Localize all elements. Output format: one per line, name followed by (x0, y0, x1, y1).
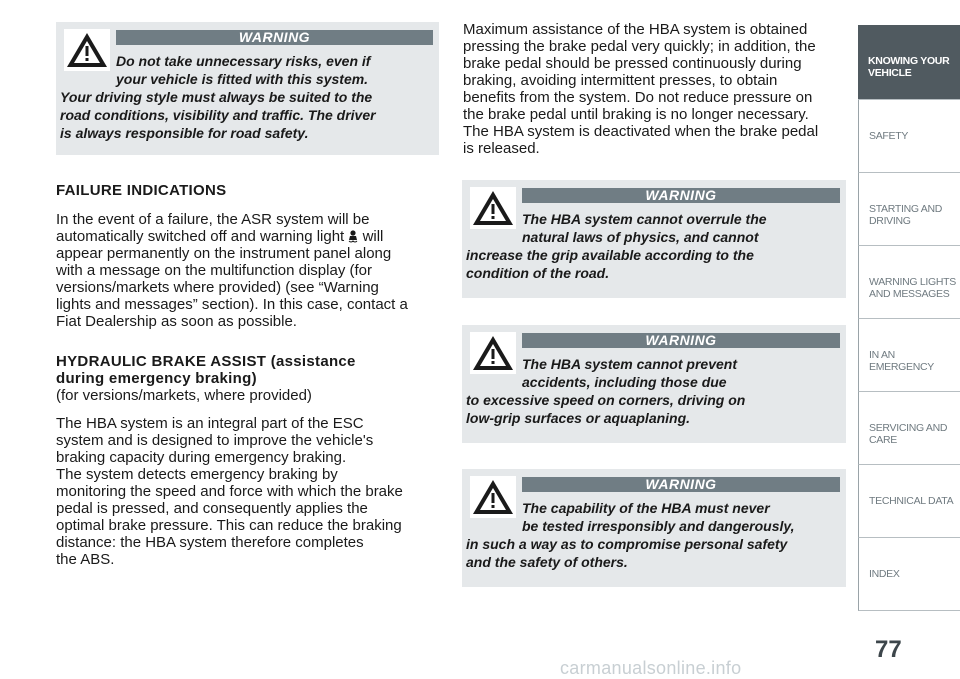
text-line: The HBA system is an integral part of the ESC (56, 415, 364, 432)
text-line: the brake pedal until braking is no longer necessary. (463, 106, 809, 123)
text-line: with a message on the multifunction display (for (56, 262, 372, 279)
warning-line: The HBA system cannot overrule the (522, 211, 767, 227)
text-line: appear permanently on the instrument panel along (56, 245, 392, 262)
text-line: lights and messages” section). In this case, contact a (56, 296, 408, 313)
text-line: The system detects emergency braking by (56, 466, 338, 483)
text-span: will (362, 228, 384, 245)
tab-label: DRIVING (869, 215, 911, 227)
tab-technical-data[interactable] (858, 465, 960, 538)
tab-starting-and-driving[interactable] (858, 173, 960, 246)
text-span: automatically switched off and warning light (56, 228, 345, 245)
text-line: braking, avoiding intermittent presses, to obtain (463, 72, 778, 89)
text-line: braking capacity during emergency braking. (56, 449, 347, 466)
text-line: system and is designed to improve the vehicle's (56, 432, 374, 449)
warning-line: is always responsible for road safety. (60, 125, 309, 141)
warning-label: WARNING (522, 477, 840, 492)
text-line: benefits from the system. Do not reduce pressure on (463, 89, 813, 106)
tab-label: WARNING LIGHTS (869, 276, 956, 288)
warning-line: Your driving style must always be suited to the (60, 89, 373, 105)
warning-line: be tested irresponsibly and dangerously, (522, 518, 795, 534)
tab-label: KNOWING YOUR (868, 55, 950, 67)
tab-in-an-emergency[interactable] (858, 319, 960, 392)
tab-label: INDEX (869, 568, 900, 580)
heading-line: during emergency braking) (56, 370, 257, 387)
asr-warning-light-icon (348, 230, 358, 243)
tab-label: SERVICING AND (869, 422, 948, 434)
text-line: Fiat Dealership as soon as possible. (56, 313, 297, 330)
tab-label: TECHNICAL DATA (869, 495, 954, 507)
hba-text (56, 415, 441, 568)
tab-warning-lights[interactable] (858, 246, 960, 319)
tab-safety[interactable] (858, 100, 960, 173)
heading-line: HYDRAULIC BRAKE ASSIST (assistance (56, 353, 356, 370)
text-line: In the event of a failure, the ASR system will be (56, 211, 370, 228)
warning-line: and the safety of others. (466, 554, 628, 570)
hba-intro-text (463, 21, 855, 157)
tab-knowing-your-vehicle[interactable] (858, 25, 960, 100)
failure-heading: FAILURE INDICATIONS (56, 182, 227, 199)
hba-heading (56, 353, 441, 387)
text-line: Maximum assistance of the HBA system is obtained (463, 21, 808, 38)
hba-subtitle: (for versions/markets, where provided) (56, 387, 312, 404)
warning-line: Do not take unnecessary risks, even if (116, 53, 371, 69)
warning-line: in such a way as to compromise personal safety (466, 536, 788, 552)
tab-servicing-and-care[interactable] (858, 392, 960, 465)
warning-line: The capability of the HBA must never (522, 500, 770, 516)
text-line: pedal is pressed, and consequently applies the (56, 500, 368, 517)
text-line: brake pedal should be pressed continuously during (463, 55, 802, 72)
warning-line: condition of the road. (466, 265, 610, 281)
text-line: the ABS. (56, 551, 115, 568)
tab-label: IN AN EMERGENCY (869, 349, 934, 373)
warning-box-4 (462, 469, 846, 587)
tab-label: STARTING AND (869, 203, 943, 215)
warning-label: WARNING (116, 30, 433, 45)
text-line: versions/markets where provided) (see “Warning (56, 279, 379, 296)
warning-box-1 (56, 22, 439, 155)
warning-line: increase the grip available according to the (466, 247, 754, 263)
tab-label: AND MESSAGES (869, 288, 950, 300)
warning-line: to excessive speed on corners, driving on (466, 392, 746, 408)
warning-box-2 (462, 180, 846, 298)
section-tabs (858, 0, 960, 678)
warning-box-3 (462, 325, 846, 443)
warning-line: natural laws of physics, and cannot (522, 229, 759, 245)
failure-text (56, 211, 441, 330)
warning-label: WARNING (522, 333, 840, 348)
tab-index[interactable] (858, 538, 960, 611)
text-line (56, 228, 441, 245)
text-line: distance: the HBA system therefore completes (56, 534, 364, 551)
text-line: optimal brake pressure. This can reduce the braking (56, 517, 402, 534)
warning-line: accidents, including those due (522, 374, 727, 390)
warning-label: WARNING (522, 188, 840, 203)
tab-label: CARE (869, 434, 897, 446)
text-line: is released. (463, 140, 540, 157)
warning-line: The HBA system cannot prevent (522, 356, 737, 372)
text-line: The HBA system is deactivated when the brake pedal (463, 123, 819, 140)
warning-line: your vehicle is fitted with this system. (116, 71, 369, 87)
text-line: pressing the brake pedal very quickly; in addition, the (463, 38, 816, 55)
warning-line: road conditions, visibility and traffic. The driver (60, 107, 376, 123)
page-number: 77 (875, 636, 902, 663)
tab-label: SAFETY (869, 130, 909, 142)
warning-line: low-grip surfaces or aquaplaning. (466, 410, 691, 426)
watermark-text: carmanualsonline.info (560, 658, 742, 678)
text-line: monitoring the speed and force with which the brake (56, 483, 403, 500)
tab-label: VEHICLE (868, 67, 912, 79)
